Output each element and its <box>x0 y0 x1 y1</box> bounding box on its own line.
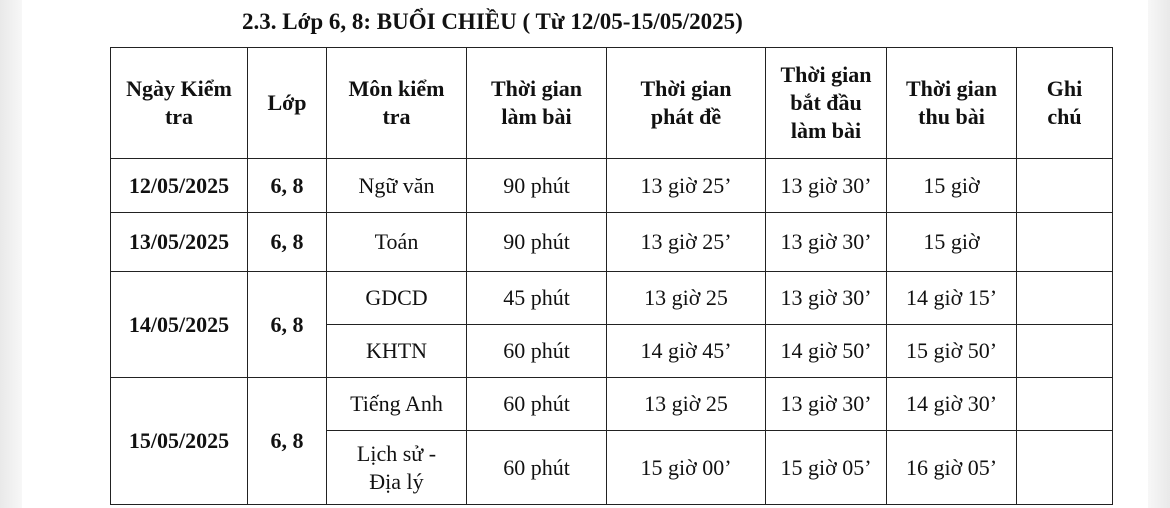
collect-cell: 14 giờ 30’ <box>887 378 1017 431</box>
date-cell: 13/05/2025 <box>111 213 248 272</box>
table-row <box>111 378 1113 431</box>
duration-cell: 60 phút <box>467 431 607 505</box>
subject-cell: Ngữ văn <box>327 159 467 213</box>
header-date: Ngày Kiểm tra <box>111 48 248 159</box>
header-start: Thời gian bắt đầu làm bài <box>766 48 887 159</box>
class-cell: 6, 8 <box>248 378 327 505</box>
distribute-cell: 13 giờ 25 <box>607 378 766 431</box>
distribute-cell: 13 giờ 25’ <box>607 213 766 272</box>
distribute-cell: 14 giờ 45’ <box>607 325 766 378</box>
exam-schedule-table <box>110 47 1113 505</box>
duration-cell: 90 phút <box>467 159 607 213</box>
header-collect: Thời gian thu bài <box>887 48 1017 159</box>
class-cell: 6, 8 <box>248 159 327 213</box>
table-row <box>111 159 1113 213</box>
duration-cell: 60 phút <box>467 378 607 431</box>
distribute-cell: 13 giờ 25 <box>607 272 766 325</box>
start-cell: 15 giờ 05’ <box>766 431 887 505</box>
note-cell <box>1017 325 1113 378</box>
collect-cell: 15 giờ 50’ <box>887 325 1017 378</box>
page-left-edge <box>0 0 22 508</box>
distribute-cell: 15 giờ 00’ <box>607 431 766 505</box>
class-cell: 6, 8 <box>248 272 327 378</box>
start-cell: 13 giờ 30’ <box>766 378 887 431</box>
page-right-edge <box>1148 0 1170 508</box>
collect-cell: 16 giờ 05’ <box>887 431 1017 505</box>
header-class: Lớp <box>248 48 327 159</box>
header-note: Ghi chú <box>1017 48 1113 159</box>
table-row <box>111 213 1113 272</box>
subject-cell: Lịch sử - Địa lý <box>327 431 467 505</box>
note-cell <box>1017 272 1113 325</box>
duration-cell: 90 phút <box>467 213 607 272</box>
date-cell: 15/05/2025 <box>111 378 248 505</box>
subject-cell: Toán <box>327 213 467 272</box>
note-cell <box>1017 378 1113 431</box>
header-duration: Thời gian làm bài <box>467 48 607 159</box>
table-header-row <box>111 48 1113 159</box>
header-subject: Môn kiểm tra <box>327 48 467 159</box>
collect-cell: 15 giờ <box>887 213 1017 272</box>
collect-cell: 15 giờ <box>887 159 1017 213</box>
note-cell <box>1017 213 1113 272</box>
start-cell: 13 giờ 30’ <box>766 159 887 213</box>
subject-cell: Tiếng Anh <box>327 378 467 431</box>
subject-cell: GDCD <box>327 272 467 325</box>
header-distribute: Thời gian phát đề <box>607 48 766 159</box>
date-cell: 12/05/2025 <box>111 159 248 213</box>
date-cell: 14/05/2025 <box>111 272 248 378</box>
collect-cell: 14 giờ 15’ <box>887 272 1017 325</box>
note-cell <box>1017 431 1113 505</box>
distribute-cell: 13 giờ 25’ <box>607 159 766 213</box>
duration-cell: 60 phút <box>467 325 607 378</box>
table-row <box>111 272 1113 325</box>
start-cell: 13 giờ 30’ <box>766 272 887 325</box>
note-cell <box>1017 159 1113 213</box>
start-cell: 13 giờ 30’ <box>766 213 887 272</box>
class-cell: 6, 8 <box>248 213 327 272</box>
section-title: 2.3. Lớp 6, 8: BUỔI CHIỀU ( Từ 12/05-15/05/2025) <box>242 9 743 34</box>
subject-cell: KHTN <box>327 325 467 378</box>
start-cell: 14 giờ 50’ <box>766 325 887 378</box>
duration-cell: 45 phút <box>467 272 607 325</box>
